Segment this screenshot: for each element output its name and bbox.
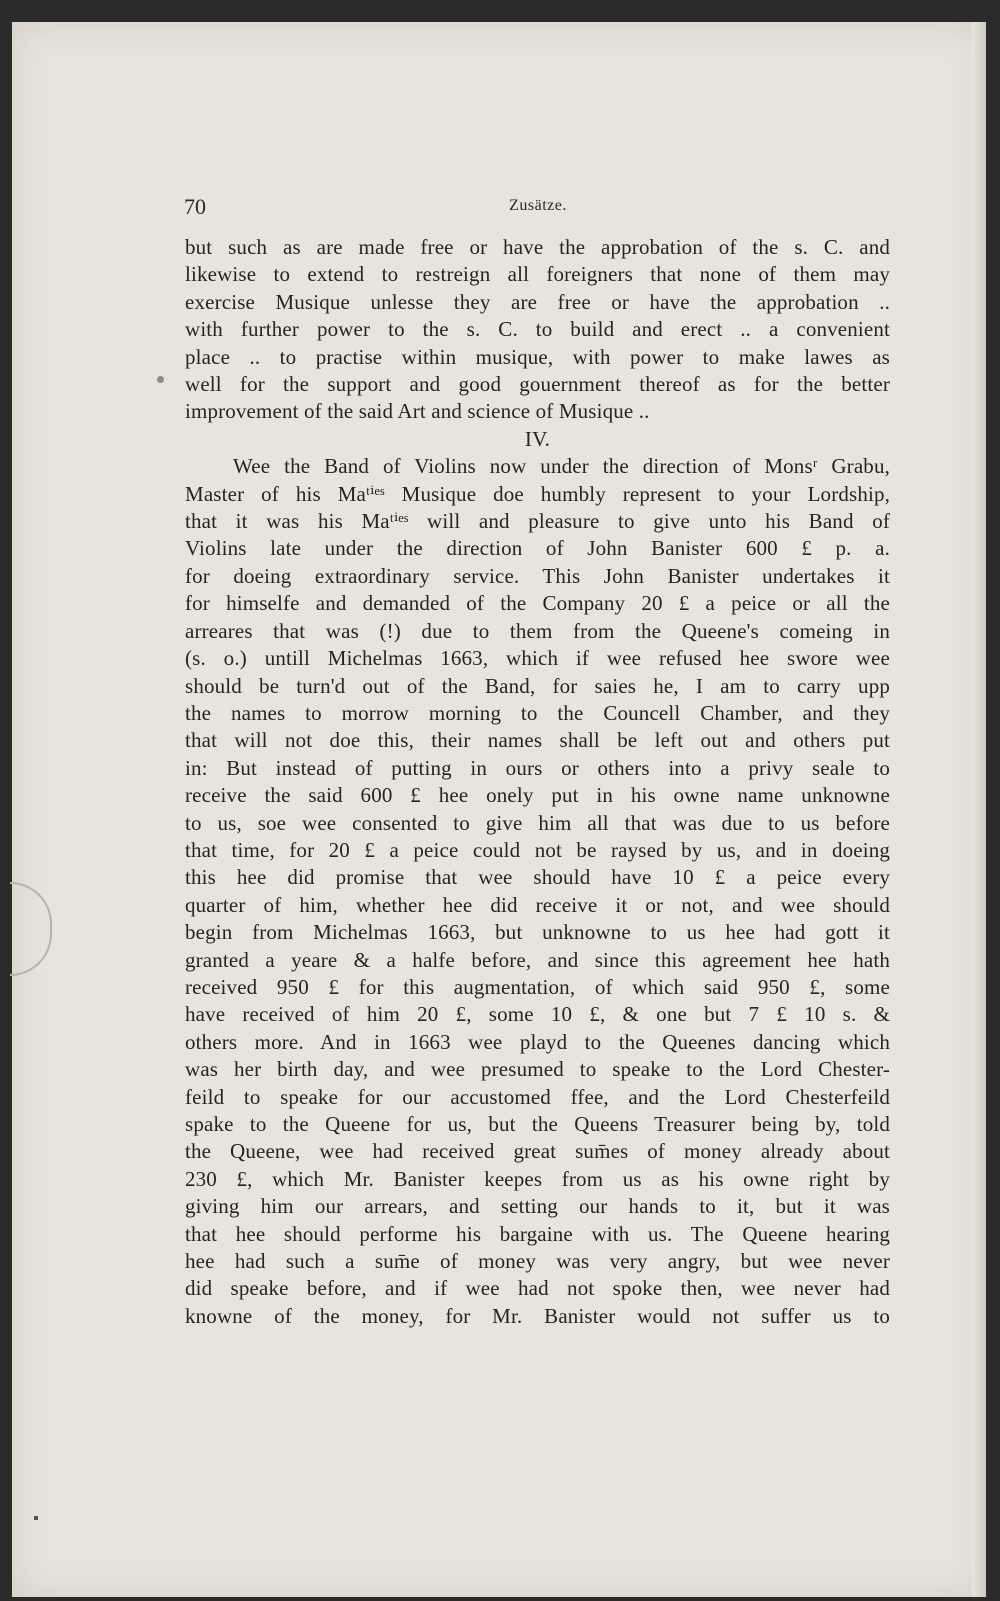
text-line-39: did speake before, and if wee had not spoke then, wee never had [185,1276,890,1301]
page-header [184,174,892,219]
text-line-15: arreares that was (!) due to them from the Queene's comeing in [185,618,890,643]
text-line-3: exercise Musique unlesse they are free or have the approbation .. [185,289,890,314]
text-line-26: begin from Michelmas 1663, but unknowne to us hee had gott it [185,920,890,945]
text-line-19: that will not doe this, their names shall be left out and others put [185,728,890,753]
text-line-7: improvement of the said Art and science of Musique .. [185,399,650,424]
margin-dot [157,376,164,383]
text-line-18: the names to morrow morning to the Councell Chamber, and they [185,700,890,725]
page-edge-shadow [972,22,986,1597]
text-line-9: Wee the Band of Violins now under the direction of Monsʳ Grabu, [233,454,890,479]
text-line-30: others more. And in 1663 wee playd to the Queenes dancing which [185,1029,890,1054]
text-line-24: this hee did promise that wee should have 10 £ a peice every [185,865,890,890]
text-line-35: 230 £, which Mr. Banister keepes from us as his owne right by [185,1166,890,1191]
text-line-36: giving him our arrears, and setting our hands to it, but it was [185,1194,890,1219]
text-line-28: received 950 £ for this augmentation, of which said 950 £, some [185,974,890,999]
text-line-22: to us, soe wee consented to give him all that was due to us before [185,810,890,835]
text-line-12: Violins late under the direction of John Banister 600 £ p. a. [185,536,890,561]
text-line-21: receive the said 600 £ hee onely put in his owne name unknowne [185,783,890,808]
text-line-14: for himselfe and demanded of the Company 20 £ a peice or all the [185,591,890,616]
text-line-31: was her birth day, and wee presumed to speake to the Lord Chester- [185,1057,890,1082]
text-line-40: knowne of the money, for Mr. Banister would not suffer us to [185,1303,890,1328]
text-line-13: for doeing extraordinary service. This John Banister undertakes it [185,563,890,588]
margin-speck [34,1516,38,1520]
running-head: Zusätze. [509,197,567,214]
text-line-5: place .. to practise within musique, with power to make lawes as [185,344,890,369]
text-line-33: spake to the Queene for us, but the Queens Treasurer being by, told [185,1112,890,1136]
page-number: 70 [184,194,206,219]
text-line-32: feild to speake for our accustomed ffee, and the Lord Chesterfeild [185,1084,890,1109]
text-line-2: likewise to extend to restreign all foreigners that none of them may [185,262,890,287]
text-line-11: that it was his Maᵗⁱᵉˢ will and pleasure to give unto his Band of [185,509,890,534]
text-line-38: hee had such a sum̄e of money was very angry, but wee never [185,1249,890,1274]
binding-hole-mark [10,882,52,976]
text-line-27: granted a yeare & a halfe before, and since this agreement hee hath [185,947,890,972]
text-line-29: have received of him 20 £, some 10 £, & one but 7 £ 10 s. & [185,1002,890,1027]
text-line-17: should be turn'd out of the Band, for saies he, I am to carry upp [185,673,890,698]
book-page [12,22,986,1597]
text-line-23: that time, for 20 £ a peice could not be raysed by us, and in doeing [185,837,890,862]
body-text [185,234,890,1330]
text-line-16: (s. o.) untill Michelmas 1663, which if wee refused hee swore wee [185,646,890,671]
text-line-20: in: But instead of putting in ours or others into a privy seale to [185,755,890,780]
text-line-10: Master of his Maᵗⁱᵉˢ Musique doe humbly represent to your Lordship, [185,481,890,506]
text-line-6: well for the support and good gouernment thereof as for the better [185,372,890,397]
text-line-1: but such as are made free or have the approbation of the s. C. and [185,235,890,259]
text-line-34: the Queene, wee had received great sum̄es of money already about [185,1139,890,1164]
text-line-37: that hee should performe his bargaine with us. The Queene hearing [185,1221,890,1246]
section-heading: IV. [524,426,551,451]
text-line-25: quarter of him, whether hee did receive it or not, and wee should [185,892,890,917]
text-line-4: with further power to the s. C. to build and erect .. a convenient [185,317,890,342]
